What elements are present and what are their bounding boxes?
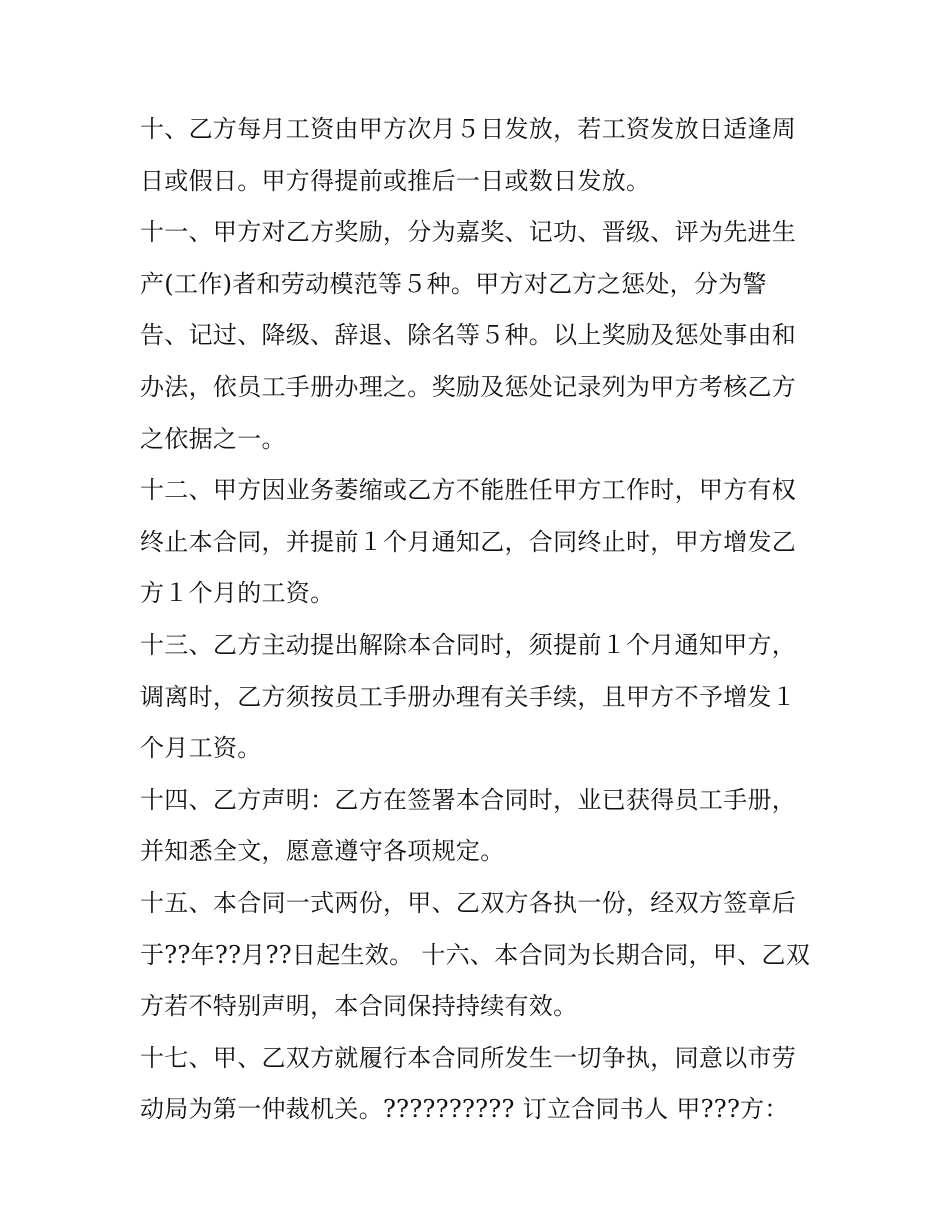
clause-13-line-3: 个月工资。 xyxy=(140,734,262,763)
clause-14-line-2: 并知悉全文，愿意遵守各项规定。 xyxy=(140,837,505,866)
clause-11-line-4: 办法，依员工手册办理之。奖励及惩处记录列为甲方考核乙方 xyxy=(140,372,797,401)
clause-10-line-1: 十、乙方每月工资由甲方次月５日发放，若工资发放日适逢周 xyxy=(140,115,797,143)
clause-11-line-2: 产(工作)者和劳动模范等５种。甲方对乙方之惩处，分为警 xyxy=(140,269,767,298)
clause-11-line-1: 十一、甲方对乙方奖励，分为嘉奖、记功、晋级、评为先进生 xyxy=(140,218,797,247)
clause-11-line-5: 之依据之一。 xyxy=(140,424,286,453)
clause-12-line-3: 方１个月的工资。 xyxy=(140,579,335,608)
clause-10-line-2: 日或假日。甲方得提前或推后一日或数日发放。 xyxy=(140,166,651,195)
contract-body xyxy=(140,104,830,1136)
clause-12-line-1: 十二、甲方因业务萎缩或乙方不能胜任甲方工作时，甲方有权 xyxy=(140,476,797,505)
clause-13-line-2: 调离时，乙方须按员工手册办理有关手续，且甲方不予增发１ xyxy=(140,682,797,711)
clause-14-line-1: 十四、乙方声明：乙方在签署本合同时，业已获得员工手册， xyxy=(140,785,797,814)
clause-15-line-1: 十五、本合同一式两份，甲、乙双方各执一份，经双方签章后 xyxy=(140,888,797,917)
clause-17-line-2: 动局为第一仲裁机关。?????????? 订立合同书人 甲???方： xyxy=(140,1095,789,1124)
clause-17-line-1: 十七、甲、乙双方就履行本合同所发生一切争执，同意以市劳 xyxy=(140,1043,797,1072)
clause-12-line-2: 终止本合同，并提前１个月通知乙，合同终止时，甲方增发乙 xyxy=(140,527,797,556)
clause-15-16-line-2: 于??年??月??日起生效。 十六、本合同为长期合同，甲、乙双 xyxy=(140,940,811,969)
clause-11-line-3: 告、记过、降级、辞退、除名等５种。以上奖励及惩处事由和 xyxy=(140,321,797,350)
clause-13-line-1: 十三、乙方主动提出解除本合同时，须提前１个月通知甲方， xyxy=(140,630,797,659)
clause-16-line-3: 方若不特别声明，本合同保持持续有效。 xyxy=(140,992,578,1021)
